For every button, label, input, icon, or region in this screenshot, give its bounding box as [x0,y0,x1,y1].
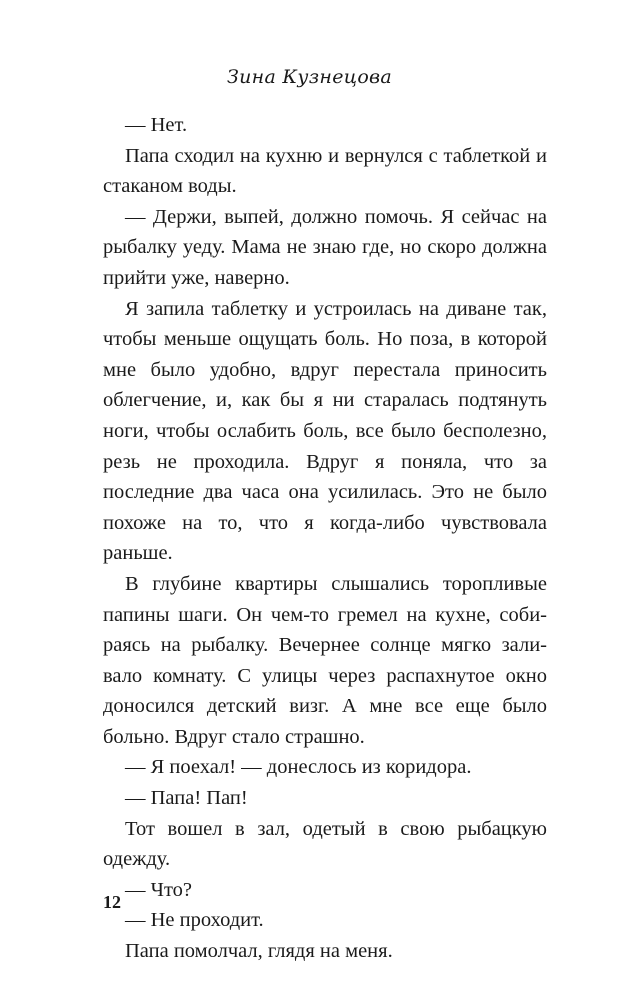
paragraph: — Не проходит. [125,909,264,932]
paragraph: — Нет. [125,114,188,136]
paragraph: В глубине квартиры слышались торопливые папины шаги. Он чем-то гремел на кухне, собираясь на рыбалку. Вечернее солнце мягко заливало комнату. С улицы через распахнутое окно доносился детский визг. А мне все еще было больно. Вдруг стало страшно. [103,572,547,748]
paragraph: — Я поехал! — донеслось из коридора. [125,756,472,779]
paragraph: — Что? [125,878,192,901]
page-number: 12 [103,892,121,912]
running-header-author: Зина Кузнецова [226,66,393,88]
paragraph: — Держи, выпей, должно помочь. Я сейчас на рыбалку уеду. Мама не знаю где, но скоро должна прийти уже, наверно. [103,205,547,289]
body-text [103,110,547,967]
paragraph: Папа помолчал, глядя на меня. [125,940,393,963]
paragraph: — Папа! Пап! [125,787,248,810]
paragraph: Я запила таблетку и устроилась на диване так, чтобы меньше ощущать боль. Но поза, в которой мне было удобно, вдруг перестала приносить облегчение, и, как бы я ни старалась подтянуть ноги, чтобы ослабить боль, все было бесполезно, резь не проходила. Вдруг я поняла, что за последние два часа она усилилась. Это не было похоже на то, что я когда-либо чувствовала раньше. [103,297,547,565]
paragraph: Папа сходил на кухню и вернулся с таблеткой и стаканом воды. [103,144,547,198]
paragraph: Тот вошел в зал, одетый в свою рыбацкую одежду. [103,817,547,871]
